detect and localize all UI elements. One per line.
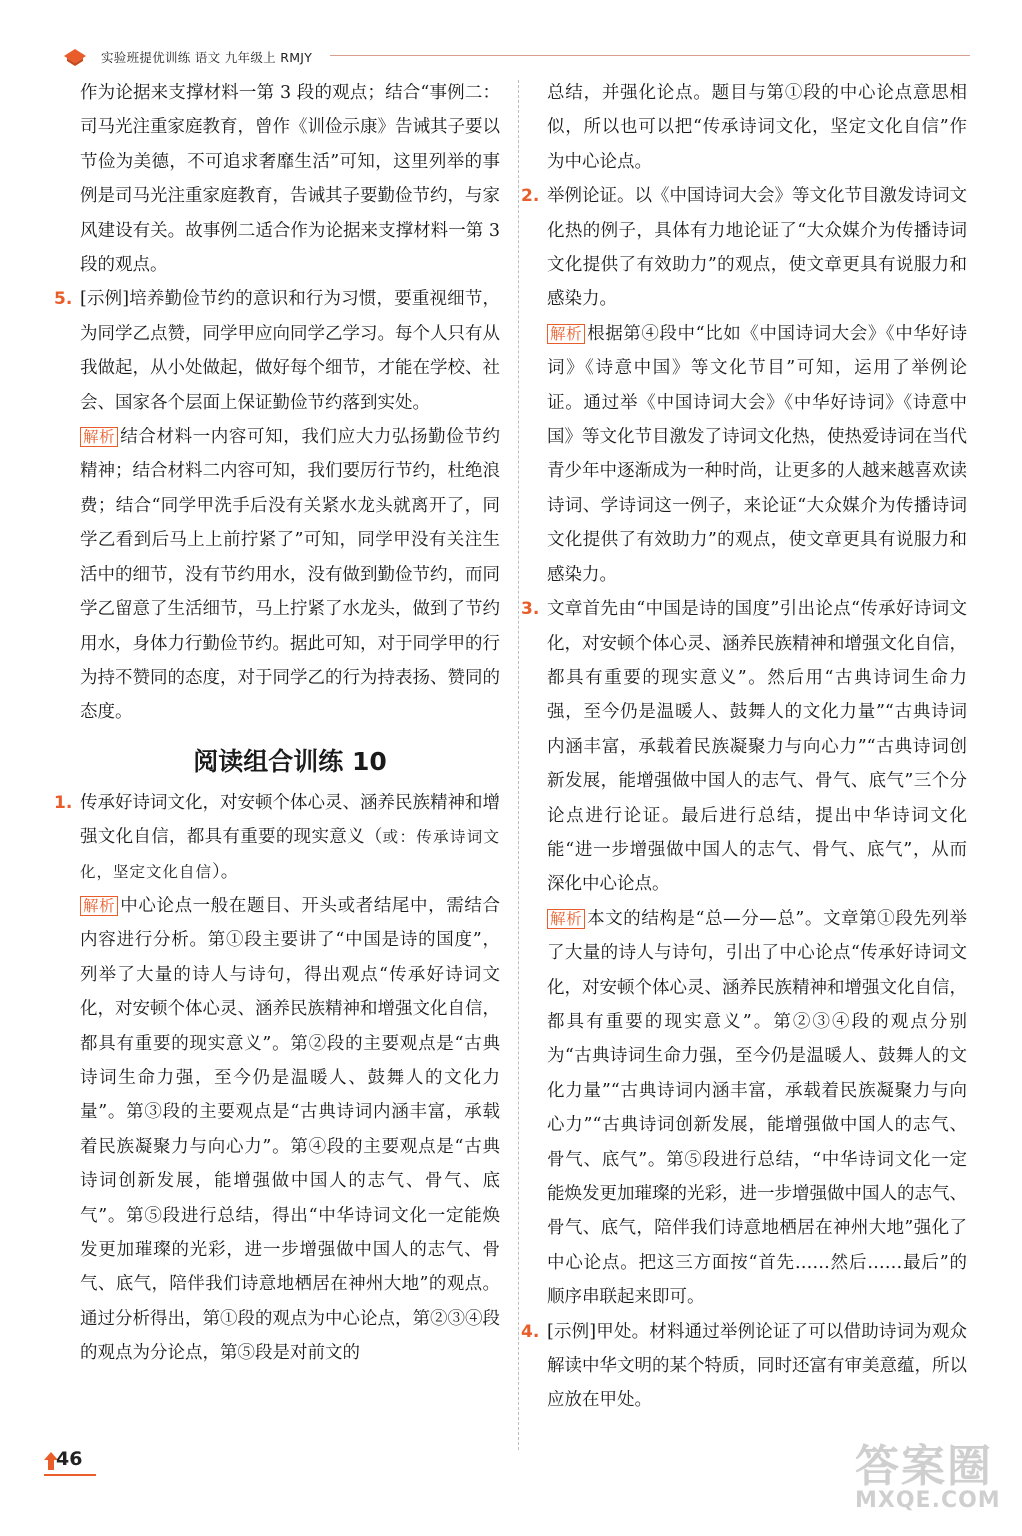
answer-end: ）。 [212,861,239,882]
analysis-body: 中心论点一般在题目、开头或者结尾中，需结合内容进行分析。第①段主要讲了“中国是诗的国度”，列举了大量的诗人与诗句，得出观点“传承好诗词文化，对安顿个体心灵、涵养民族精神和增强文化自信，都具有重要的现实意义”。第②段的主要观点是“古典诗词生命力强，至今仍是温暖人、鼓舞人的文化力量”。第③段的主要观点是“古典诗词内涵丰富，承载着民族凝聚力与向心力”。第④段的主要观点是“古典诗词创新发展，能增强做中国人的志气、骨气、底气”。第⑤段进行总结，得出“中华诗词文化一定能焕发更加璀璨的光彩，进一步增强做中国人的志气、骨气、底气，陪伴我们诗意地栖居在神州大地”的观点。通过分析得出，第①段的观点为中心论点，第②③④段的观点为分论点，第⑤段是对前文的 [80,895,500,1364]
watermark-logo: 答案圈 [855,1441,993,1492]
question-3 [521,592,967,1315]
analysis-tag: 解析 [547,909,585,929]
question-4 [521,1315,968,1418]
analysis-text [80,420,500,730]
question-number: 4. [521,1321,540,1342]
right-column [521,76,968,1418]
watermark [855,1430,1005,1530]
analysis-tag: 解析 [80,896,118,916]
header-rule [330,55,970,56]
answer-text: 文章首先由“中国是诗的国度”引出论点“传承好诗词文化，对安顿个体心灵、涵养民族精神和增强文化自信，都具有重要的现实意义”。然后用“古典诗词生命力强，至今仍是温暖人、鼓舞人的文化力量”“古典诗词内涵丰富，承载着民族凝聚力与向心力”“古典诗词创新发展，能增强做中国人的志气、骨气、底气”三个分论点进行论证。最后进行总结，提出中华诗词文化能“进一步增强做中国人的志气、骨气、底气”，从而深化中心论点。 [547,599,967,895]
column-divider [518,80,519,1450]
analysis-body: 结合材料一内容可知，我们应大力弘扬勤俭节约精神；结合材料二内容可知，我们要厉行节约，杜绝浪费；结合“同学甲洗手后没有关紧水龙头就离开了，同学乙看到后马上上前拧紧了”可知，同学甲没有关注生活中的细节，没有节约用水，没有做到勤俭节约，而同学乙留意了生活细节，马上拧紧了水龙头，做到了节约用水，身体力行勤俭节约。据此可知，对于同学甲的行为持不赞同的态度，对于同学乙的行为持表扬、赞同的态度。 [80,427,500,723]
analysis-body: 根据第④段中“比如《中国诗词大会》《中华好诗词》《诗意中国》等文化节目”可知，运用了举例论证。通过举《中国诗词大会》《中华好诗词》《诗意中国》等文化节目激发了诗词文化热，使热爱诗词在当代青少年中逐渐成为一种时尚，让更多的人越来越喜欢读诗词、学诗词这一例子，来论证“大众媒介为传播诗词文化提供了有效助力”的观点，使文章更具有说服力和感染力。 [547,323,967,585]
question-number: 2. [521,186,540,207]
analysis-text [547,317,967,592]
question-number: 1. [54,792,73,813]
question-2 [521,179,967,592]
page-number-underline [44,1474,96,1476]
answer-text [547,1315,967,1418]
answer-body: 传承好诗词文化，对安顿个体心灵、涵养民族精神和增强文化自信，都具有重要的现实意义（ [80,792,500,848]
answer-body: 培养勤俭节约的意识和行为习惯，要重视细节，为同学乙点赞，同学甲应向同学乙学习。每个人只有从我做起，从小处做起，做好每个细节，才能在学校、社会、国家各个层面上保证勤俭节约落到实处。 [80,289,501,413]
intro-paragraph: 作为论据来支撑材料一第 3 段的观点；结合“事例二：司马光注重家庭教育，曾作《训俭示康》告诫其子要以节俭为美德，不可追求奢靡生活”可知，这里列举的事例是司马光注重家庭教育，告诫其子要勤俭节约，与家风建设有关。故事例二适合作为论据来支撑材料一第 3 段的观点。 [80,83,500,276]
analysis-tag: 解析 [547,324,585,344]
analysis-text [547,902,967,1315]
book-logo-icon [62,46,88,66]
question-1 [54,786,500,1371]
page-header [0,0,1022,70]
question-number: 3. [521,599,540,620]
analysis-body: 本文的结构是“总—分—总”。文章第①段先列举了大量的诗人与诗句，引出了中心论点“传承好诗词文化，对安顿个体心灵、涵养民族精神和增强文化自信，都具有重要的现实意义”。第②③④段的观点分别为“古典诗词生命力强，至今仍是温暖人、鼓舞人的文化力量”“古典诗词内涵丰富，承载着民族凝聚力与向心力”“古典诗词创新发展，能增强做中国人的志气、骨气、底气”。第⑤段进行总结，“中华诗词文化一定能焕发更加璀璨的光彩，进一步增强做中国人的志气、骨气、底气，陪伴我们诗意地栖居在神州大地”强化了中心论点。把这三方面按“首先……然后……最后”的顺序串联起来即可。 [547,908,967,1308]
analysis-tag: 解析 [80,427,118,447]
question-number: 5. [54,289,73,310]
answer-text [80,282,500,420]
question-5 [54,282,501,729]
answer-text [80,786,500,889]
answer-text: 举例论证。以《中国诗词大会》等文化节目激发诗词文化热的例子，具体有力地论证了“大众媒介为传播诗词文化提供了有效助力”的观点，使文章更具有说服力和感染力。 [547,186,967,310]
example-tag: [示例] [547,1321,597,1342]
page-number: 46 [56,1448,83,1470]
example-tag: [示例] [80,289,130,310]
watermark-url: MXQE.COM [855,1488,1001,1513]
continued-paragraph: 总结，并强化论点。题目与第①段的中心论点意思相似，所以也可以把“传承诗词文化，坚定文化自信”作为中心论点。 [547,83,967,172]
header-title: 实验班提优训练 语文 九年级上 RMJY [101,50,313,65]
section-title: 阅读组合训练 10 [193,746,387,776]
handwritten-answer: 或：传承诗词文化，坚定文化自信 [80,828,500,881]
answer-body: 甲处。材料通过举例论证了可以借助诗词为观众解读中华文明的某个特质，同时还富有审美意蕴，所以应放在甲处。 [547,1321,968,1411]
left-column [54,76,501,1371]
analysis-text [80,889,500,1371]
